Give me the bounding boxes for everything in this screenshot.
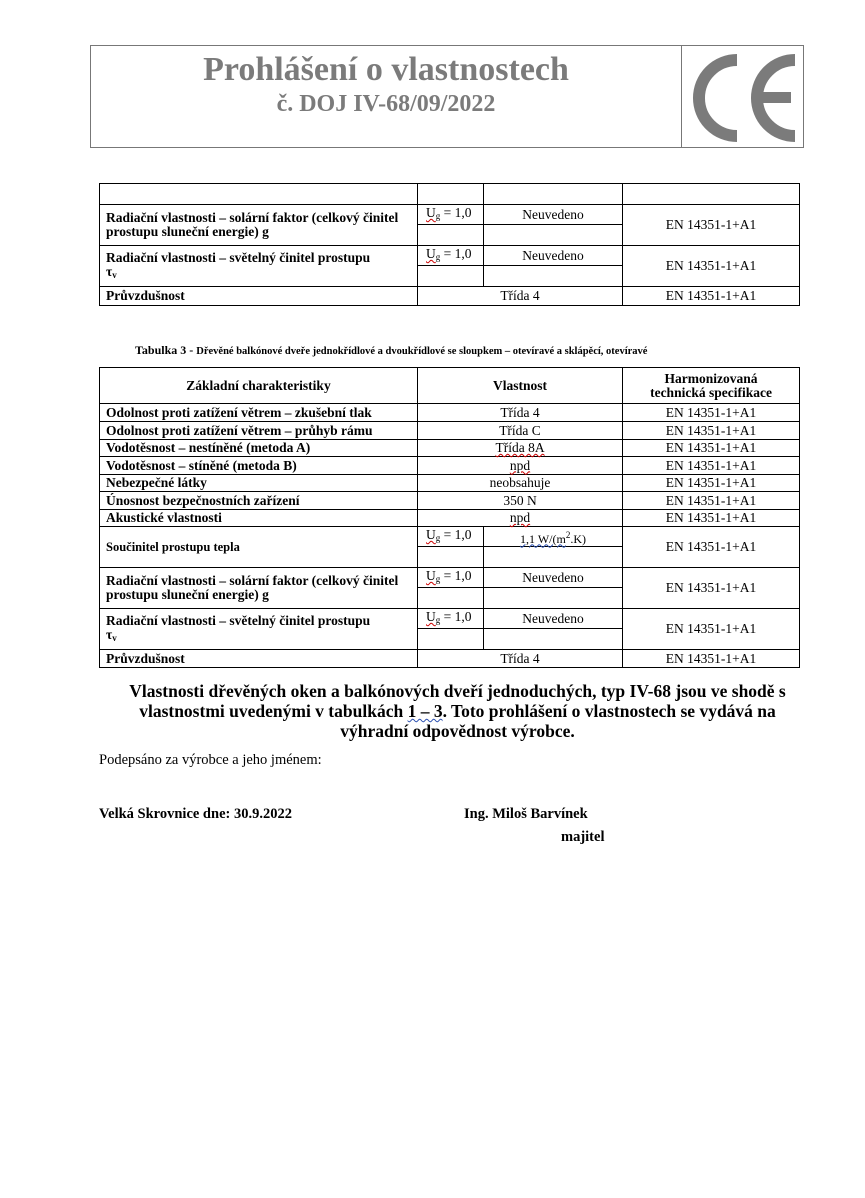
table-row: [100, 568, 800, 588]
characteristic-label: Průvzdušnost: [100, 650, 418, 668]
spec-value: EN 14351-1+A1: [623, 457, 800, 475]
property-value: neobsahuje: [418, 475, 623, 492]
table-header-row: [100, 368, 800, 404]
table-row: [100, 205, 800, 225]
ug-value: $U_g = 1,0$: [418, 527, 484, 547]
spec-value: EN 14351-1+A1: [623, 440, 800, 457]
table-row: [100, 440, 800, 457]
table-row: [100, 475, 800, 492]
table-row: [100, 457, 800, 475]
table-row: [100, 404, 800, 422]
document-header: [90, 45, 804, 148]
table-3: [99, 367, 800, 668]
spec-value: EN 14351-1+A1: [623, 650, 800, 668]
table-row: [100, 184, 800, 205]
ug-value: $U_g = 1,0$: [418, 568, 484, 588]
column-header: Vlastnost: [418, 368, 623, 404]
property-value: 350 N: [418, 492, 623, 510]
table-row: [100, 422, 800, 440]
ug-value: $U_g = 1,0$: [418, 609, 484, 629]
characteristic-label: Radiační vlastnosti – světelný činitel prostupu: [106, 612, 371, 628]
table-row: Radiační vlastnosti – světelný činitel prostupu $\tau_v$ $U_g = 1,0$ Neuvedeno EN 14351-1+A1: [100, 609, 800, 629]
table-row: Radiační vlastnosti – světelný činitel prostupu $\tau_v$ $U_g = 1,0$ Neuvedeno EN 14351-1+A1: [100, 246, 800, 266]
property-value: Třída 4: [418, 650, 623, 668]
conformity-statement: Vlastnosti dřevěných oken a balkónových dveří jednoduchých, typ IV-68 jsou ve shodě s vlastnostmi uvedenými v tabulkách 1 – 3. Toto prohlášení o vlastnostech se vydává na výhradní odpovědnost výrobce.: [129, 681, 786, 741]
spec-value: EN 14351-1+A1: [623, 287, 800, 306]
signatory-name: Ing. Miloš Barvínek: [464, 806, 588, 822]
document-number: č. DOJ IV-68/09/2022: [276, 91, 496, 117]
spec-value: EN 14351-1+A1: [623, 404, 800, 422]
property-value: Neuvedeno: [484, 246, 623, 266]
characteristic-label: Radiační vlastnosti – světelný činitel prostupu: [106, 249, 371, 265]
ug-value: $U_g = 1,0$: [418, 205, 484, 225]
table-row: [100, 287, 800, 306]
characteristic-label: Odolnost proti zatížení větrem – zkušební tlak: [100, 404, 418, 422]
ug-value: $U_g = 1,0$: [418, 246, 484, 266]
characteristic-label: Průvzdušnost: [100, 287, 418, 306]
property-value: Třída 4: [418, 404, 623, 422]
title-box: [91, 46, 682, 147]
signatory-role: majitel: [561, 829, 605, 845]
signed-on-behalf: Podepsáno za výrobce a jeho jménem:: [99, 752, 322, 768]
characteristic-label: Vodotěsnost – nestíněné (metoda A): [100, 440, 418, 457]
table-row: [100, 510, 800, 527]
table-caption: Tabulka 3 - Dřevěné balkónové dveře jednokřídlové a dvoukřídlové se sloupkem – otevíravé a sklápěcí, otevíravé: [135, 343, 648, 357]
property-value: Třída 8A: [418, 440, 623, 457]
column-header: Harmonizovaná technická specifikace: [623, 368, 800, 404]
property-value: Neuvedeno: [484, 609, 623, 629]
property-value: npd: [418, 457, 623, 475]
spec-value: EN 14351-1+A1: [623, 205, 800, 246]
characteristic-label: Odolnost proti zatížení větrem – průhyb rámu: [100, 422, 418, 440]
spec-value: EN 14351-1+A1: [623, 246, 800, 287]
property-value: Neuvedeno: [484, 568, 623, 588]
spec-value: EN 14351-1+A1: [623, 422, 800, 440]
ce-mark-icon: [689, 52, 801, 144]
characteristic-label: Radiační vlastnosti – solární faktor (celkový činitel prostupu sluneční energie) g: [106, 210, 399, 239]
continued-table: [99, 183, 800, 306]
document-title: Prohlášení o vlastnostech: [203, 51, 569, 88]
characteristic-label: Součinitel prostupu tepla: [100, 527, 418, 568]
spec-value: EN 14351-1+A1: [623, 527, 800, 568]
spec-value: EN 14351-1+A1: [623, 609, 800, 650]
characteristic-label: Vodotěsnost – stíněné (metoda B): [100, 457, 418, 475]
property-value: Třída C: [418, 422, 623, 440]
characteristic-label: Radiační vlastnosti – solární faktor (celkový činitel prostupu sluneční energie) g: [100, 568, 418, 609]
property-value: 1,1 $W/(m^2.K)$: [484, 527, 623, 547]
spec-value: EN 14351-1+A1: [623, 510, 800, 527]
table-row: [100, 650, 800, 668]
place-date: Velká Skrovnice dne: 30.9.2022: [99, 806, 292, 822]
table-row: [100, 492, 800, 510]
table-row: [100, 527, 800, 547]
spec-value: EN 14351-1+A1: [623, 568, 800, 609]
spec-value: EN 14351-1+A1: [623, 475, 800, 492]
property-value: npd: [418, 510, 623, 527]
characteristic-label: Únosnost bezpečnostních zařízení: [100, 492, 418, 510]
characteristic-label: Akustické vlastnosti: [100, 510, 418, 527]
property-value: Neuvedeno: [484, 205, 623, 225]
spec-value: EN 14351-1+A1: [623, 492, 800, 510]
characteristic-label: Nebezpečné látky: [100, 475, 418, 492]
column-header: Základní charakteristiky: [100, 368, 418, 404]
property-value: Třída 4: [418, 287, 623, 306]
